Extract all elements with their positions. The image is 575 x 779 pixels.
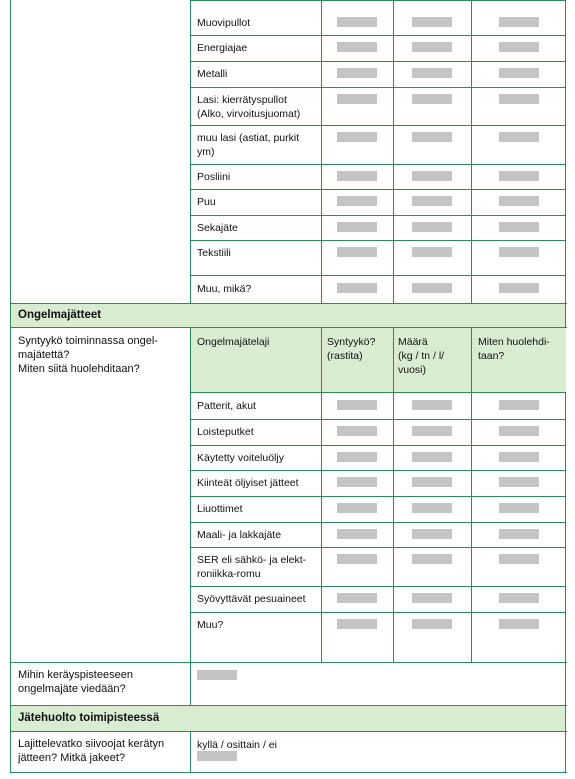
office-question: Lajittelevatko siivoojat kerätyn jätteen? Mitkä jakeet? xyxy=(18,738,165,764)
hazardous-row-label: Käytetty voiteluöljy xyxy=(197,452,284,464)
answer-field[interactable] xyxy=(337,503,377,513)
answer-field[interactable] xyxy=(412,196,452,206)
answer-field[interactable] xyxy=(499,503,539,513)
answer-field[interactable] xyxy=(499,426,539,436)
answer-field[interactable] xyxy=(412,503,452,513)
answer-field[interactable] xyxy=(412,171,452,181)
answer-field[interactable] xyxy=(499,477,539,487)
answer-field[interactable] xyxy=(412,477,452,487)
waste-row-label: muu lasi (astiat, purkit ym) xyxy=(197,132,300,158)
answer-field[interactable] xyxy=(499,68,539,78)
waste-row-label: Lasi: kierrätyspullot (Alko, virvoitusjuomat) xyxy=(197,94,301,120)
answer-field[interactable] xyxy=(337,529,377,539)
answer-field[interactable] xyxy=(337,426,377,436)
answer-field[interactable] xyxy=(412,94,452,104)
answer-field[interactable] xyxy=(412,593,452,603)
answer-field[interactable] xyxy=(499,593,539,603)
answer-field[interactable] xyxy=(499,247,539,257)
answer-field[interactable] xyxy=(337,283,377,293)
waste-row-label: Posliini xyxy=(197,171,231,183)
column-header: Miten huolehdi- taan? xyxy=(478,336,550,362)
answer-field[interactable] xyxy=(412,42,452,52)
waste-row-label: Metalli xyxy=(197,68,228,80)
answer-field[interactable] xyxy=(412,529,452,539)
answer-field[interactable] xyxy=(412,619,452,629)
answer-field[interactable] xyxy=(337,94,377,104)
answer-field[interactable] xyxy=(337,171,377,181)
column-header: Ongelmajätelaji xyxy=(197,336,270,348)
waste-row-label: Puu xyxy=(197,196,216,208)
section-title-office: Jätehuolto toimipisteessä xyxy=(18,712,160,724)
answer-field[interactable] xyxy=(499,452,539,462)
answer-field[interactable] xyxy=(499,17,539,27)
answer-field[interactable] xyxy=(412,132,452,142)
column-header: Määrä (kg / tn / l/ vuosi) xyxy=(398,336,445,376)
answer-field[interactable] xyxy=(337,477,377,487)
hazardous-row-label: Kiinteät öljyiset jätteet xyxy=(197,477,299,489)
answer-field[interactable] xyxy=(337,42,377,52)
answer-field[interactable] xyxy=(337,554,377,564)
waste-row-label: Muu, mikä? xyxy=(197,283,252,295)
answer-field[interactable] xyxy=(337,400,377,410)
collection-point-answer-field[interactable] xyxy=(197,670,237,680)
hazardous-row-label: Liuottimet xyxy=(197,503,243,515)
answer-field[interactable] xyxy=(337,247,377,257)
hazardous-row-label: Syövyttävät pesuaineet xyxy=(197,593,306,605)
hazardous-row-label: Maali- ja lakkajäte xyxy=(197,529,282,541)
hazardous-row-label: Muu? xyxy=(197,619,224,631)
answer-field[interactable] xyxy=(337,452,377,462)
answer-field[interactable] xyxy=(499,42,539,52)
answer-field[interactable] xyxy=(499,94,539,104)
hazardous-question: Syntyykö toiminnassa ongel- majätettä? Miten siitä huolehditaan? xyxy=(18,335,159,375)
answer-field[interactable] xyxy=(499,554,539,564)
answer-field[interactable] xyxy=(412,426,452,436)
office-answer-field[interactable] xyxy=(197,751,237,761)
answer-field[interactable] xyxy=(499,619,539,629)
answer-field[interactable] xyxy=(412,283,452,293)
section-title-hazardous: Ongelmajätteet xyxy=(18,309,102,321)
answer-field[interactable] xyxy=(412,247,452,257)
answer-field[interactable] xyxy=(499,400,539,410)
waste-row-label: Muovipullot xyxy=(197,17,251,29)
answer-field[interactable] xyxy=(337,132,377,142)
answer-field[interactable] xyxy=(412,400,452,410)
answer-field[interactable] xyxy=(412,452,452,462)
answer-field[interactable] xyxy=(412,222,452,232)
waste-row-label: Sekajäte xyxy=(197,222,238,234)
answer-field[interactable] xyxy=(337,222,377,232)
answer-field[interactable] xyxy=(412,68,452,78)
answer-field[interactable] xyxy=(412,554,452,564)
answer-field[interactable] xyxy=(499,196,539,206)
answer-field[interactable] xyxy=(337,593,377,603)
answer-field[interactable] xyxy=(499,222,539,232)
hazardous-row-label: SER eli sähkö- ja elekt- roniikka-romu xyxy=(197,554,307,580)
hazardous-row-label: Loisteputket xyxy=(197,426,254,438)
answer-field[interactable] xyxy=(412,17,452,27)
column-header: Syntyykö? (rastita) xyxy=(327,336,376,362)
waste-row-label: Tekstiili xyxy=(197,247,231,259)
answer-options: kyllä / osittain / ei xyxy=(197,739,277,751)
answer-field[interactable] xyxy=(337,196,377,206)
hazardous-row-label: Patterit, akut xyxy=(197,400,256,412)
waste-management-form xyxy=(10,0,566,773)
answer-field[interactable] xyxy=(337,68,377,78)
answer-field[interactable] xyxy=(337,17,377,27)
answer-field[interactable] xyxy=(499,283,539,293)
collection-point-question: Mihin keräyspisteeseen ongelmajäte viedään? xyxy=(18,669,133,695)
answer-field[interactable] xyxy=(499,132,539,142)
waste-row-label: Energiajae xyxy=(197,42,248,54)
answer-field[interactable] xyxy=(499,171,539,181)
answer-field[interactable] xyxy=(499,529,539,539)
answer-field[interactable] xyxy=(337,619,377,629)
